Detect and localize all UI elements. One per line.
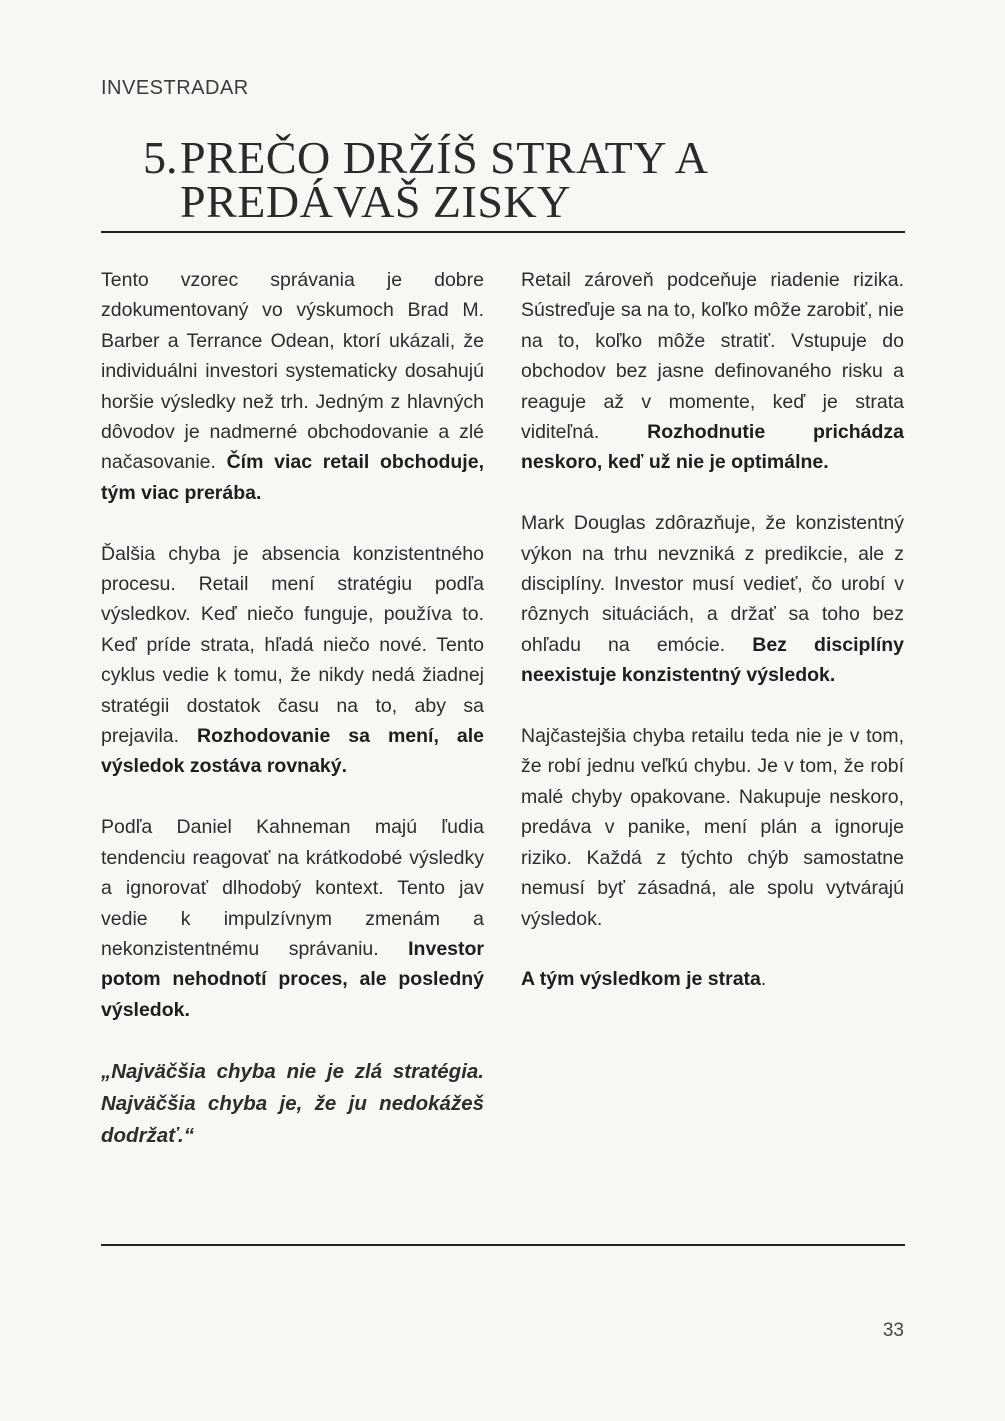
paragraph bbox=[101, 812, 484, 1025]
closing-line bbox=[521, 964, 904, 994]
chapter-title-text bbox=[180, 132, 709, 227]
paragraph: Najčastejšia chyba retailu teda nie je v tom, že robí jednu veľkú chybu. Je v tom, že robí malé chyby opakovane. Nakupuje neskoro, predáva v panike, mení plán a ignoruje riziko. Každá z týchto chýb samostatne nemusí byť zásadná, ale spolu vytvárajú výsledok. bbox=[521, 725, 904, 930]
bottom-divider bbox=[101, 1244, 905, 1246]
brand-label: INVESTRADAR bbox=[101, 77, 249, 99]
closing-emphasis: A tým výsledkom je strata bbox=[521, 968, 761, 991]
paragraph-text: Ďalšia chyba je absencia konzistentného procesu. Retail mení stratégiu podľa výsledkov. Keď niečo funguje, používa to. Keď príde strata, hľadá niečo nové. Tento cyklus vedie k tomu, že nikdy nedá žiadnej stratégii dostatok času na to, aby sa prejavila. bbox=[101, 542, 484, 748]
chapter-title-line-2: PREDÁVAŠ ZISKY bbox=[180, 176, 571, 227]
chapter-number: 5. bbox=[143, 132, 178, 183]
paragraph-emphasis: Investor potom nehodnotí proces, ale posledný výsledok. bbox=[101, 937, 484, 1021]
top-divider bbox=[101, 231, 905, 233]
right-column bbox=[521, 265, 904, 1025]
chapter-title-line-1: PREČO DRŽÍŠ STRATY A bbox=[180, 132, 709, 183]
paragraph bbox=[101, 539, 484, 782]
pull-quote: „Najväčšia chyba nie je zlá stratégia. Najväčšia chyba je, že ju nedokážeš dodržať.“ bbox=[101, 1059, 484, 1147]
paragraph-emphasis: Rozhodnutie prichádza neskoro, keď už nie je optimálne. bbox=[521, 421, 905, 474]
paragraph bbox=[521, 508, 904, 690]
paragraph-text: Tento vzorec správania je dobre zdokumentovaný vo výskumoch Brad M. Barber a Terrance Odean, ktorí ukázali, že individuálni investori systematicky dosahujú horšie výsledky než trh. Jedným z hlavných dôvodov je nadmerné obchodovanie a zlé načasovanie. bbox=[101, 269, 484, 474]
closing-punctuation: . bbox=[760, 968, 767, 991]
paragraph-text: Podľa Daniel Kahneman majú ľudia tendenciu reagovať na krátkodobé výsledky a ignorovať dlhodobý kontext. Tento jav vedie k impulzívnym zmenám a nekonzistentnému správaniu. bbox=[101, 816, 484, 960]
page-number: 33 bbox=[882, 1320, 904, 1341]
paragraph-text: Retail zároveň podceňuje riadenie rizika. Sústreďuje sa na to, koľko môže zarobiť, nie na to, koľko môže stratiť. Vstupuje do obchodov bez jasne definovaného risku a reaguje až v momente, keď je strata viditeľná. bbox=[521, 269, 904, 444]
paragraph bbox=[101, 265, 484, 508]
left-column bbox=[101, 265, 484, 1182]
paragraph-emphasis: Bez disciplíny neexistuje konzistentný výsledok. bbox=[521, 633, 904, 687]
paragraph-text: Mark Douglas zdôrazňuje, že konzistentný výkon na trhu nevzniká z predikcie, ale z disciplíny. Investor musí vedieť, čo urobí v rôznych situáciách, a držať sa toho bez ohľadu na emócie. bbox=[521, 512, 904, 656]
paragraph-emphasis: Čím viac retail obchoduje, tým viac prerába. bbox=[101, 451, 484, 504]
chapter-title bbox=[143, 132, 863, 227]
paragraph bbox=[521, 265, 904, 478]
paragraph-emphasis: Rozhodovanie sa mení, ale výsledok zostáva rovnaký. bbox=[101, 725, 484, 778]
